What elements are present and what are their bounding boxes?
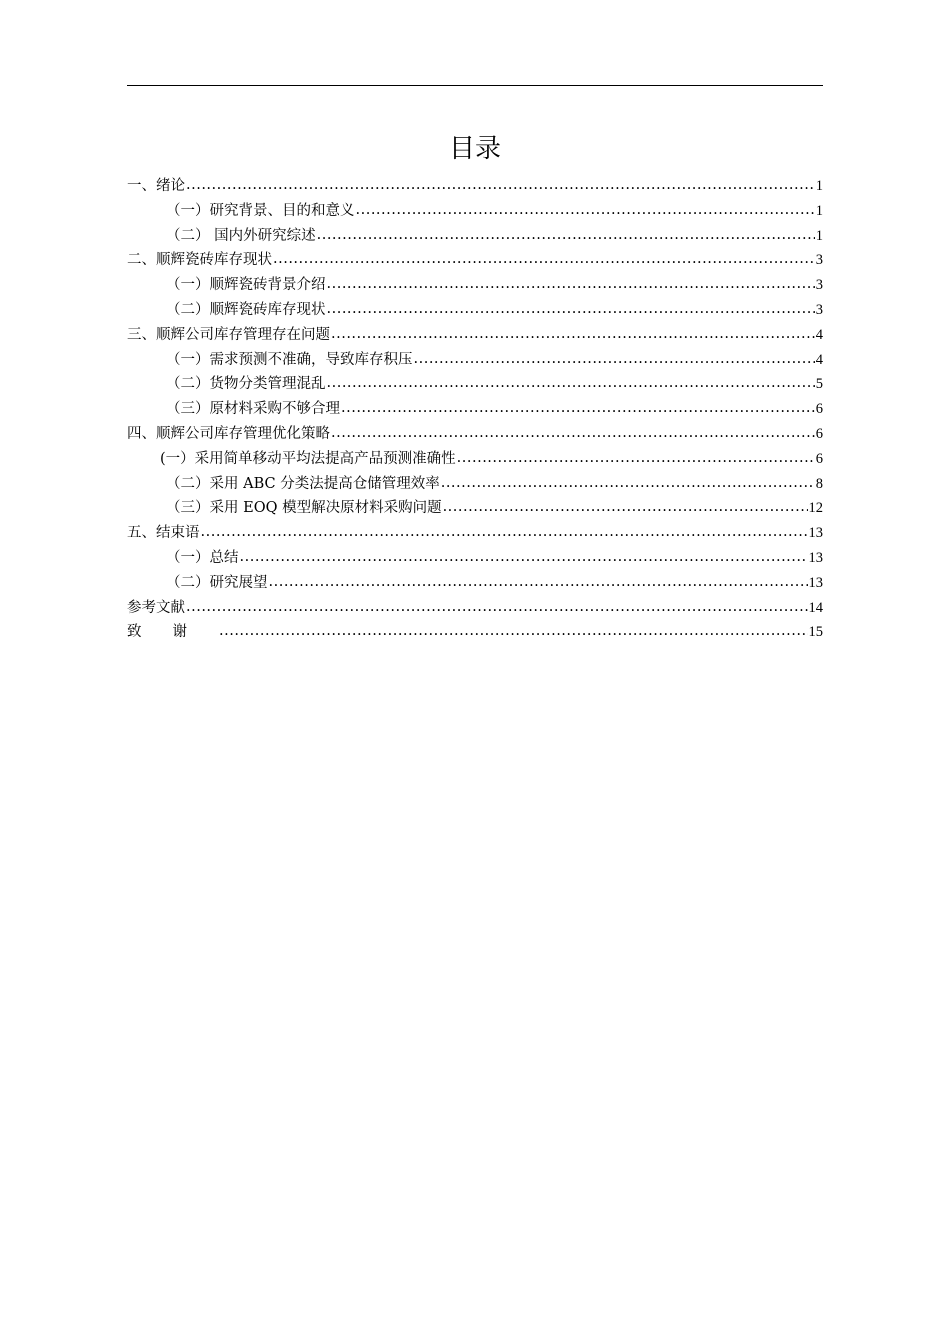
toc-entry-text: 三、顺辉公司库存管理存在问题 <box>127 326 330 343</box>
toc-page-number: 13 <box>808 549 823 566</box>
toc-page-number: 15 <box>808 624 823 641</box>
toc-dot-leader <box>457 446 815 471</box>
toc-entry-text: （一）总结 <box>166 549 239 566</box>
toc-entry-text: （一）需求预测不准确，导致库存积压 <box>166 351 413 368</box>
toc-entry[interactable] <box>127 596 823 621</box>
toc-entry[interactable] <box>127 273 823 298</box>
toc-entry[interactable] <box>127 620 823 645</box>
toc-dot-leader <box>186 173 815 198</box>
toc-page-number: 6 <box>815 425 823 442</box>
toc-page-number: 3 <box>815 252 823 269</box>
table-of-contents <box>127 174 823 645</box>
toc-page-number: 6 <box>815 450 823 467</box>
toc-entry-text: 一、绪论 <box>127 178 185 194</box>
toc-page-number: 14 <box>808 599 823 616</box>
toc-dot-leader <box>186 595 808 620</box>
toc-entry[interactable] <box>127 224 823 249</box>
toc-entry[interactable] <box>127 372 823 397</box>
toc-page-number: 8 <box>815 475 823 492</box>
toc-page-number: 1 <box>815 178 823 194</box>
toc-entry[interactable] <box>127 422 823 447</box>
toc-dot-leader <box>441 471 815 496</box>
toc-dot-leader <box>327 272 815 297</box>
toc-entry[interactable] <box>127 323 823 348</box>
toc-entry[interactable] <box>127 199 823 224</box>
toc-entry-text: （一）研究背景、目的和意义 <box>166 202 355 219</box>
toc-entry-text: （三）采用 EOQ 模型解决原材料采购问题 <box>166 500 442 517</box>
toc-entry-text: 四、顺辉公司库存管理优化策略 <box>127 425 330 442</box>
toc-entry-text: （二）顺辉瓷砖库存现状 <box>166 301 326 318</box>
toc-entry[interactable] <box>127 298 823 323</box>
header-rule <box>127 85 823 86</box>
toc-entry-text: 致谢 <box>127 624 218 641</box>
toc-page-number: 4 <box>815 326 823 343</box>
toc-page-number: 1 <box>815 202 823 219</box>
toc-page-number: 13 <box>808 525 823 542</box>
toc-entry[interactable] <box>127 496 823 521</box>
toc-entry-text: 二、顺辉瓷砖库存现状 <box>127 252 272 269</box>
toc-entry-text: （一）顺辉瓷砖背景介绍 <box>166 277 326 294</box>
toc-dot-leader <box>201 520 808 545</box>
toc-entry-text: （三）原材料采购不够合理 <box>166 401 340 418</box>
toc-entry[interactable] <box>127 348 823 373</box>
toc-entry-text: （二）采用 ABC 分类法提高仓储管理效率 <box>166 475 440 492</box>
toc-entry[interactable] <box>127 521 823 546</box>
toc-entry-text: （二） 国内外研究综述 <box>166 227 316 244</box>
toc-page-number: 5 <box>815 376 823 393</box>
toc-dot-leader <box>341 396 815 421</box>
toc-page-number: 13 <box>808 574 823 591</box>
toc-entry-text: 参考文献 <box>127 599 185 616</box>
toc-entry-text: （二）货物分类管理混乱 <box>166 376 326 393</box>
toc-dot-leader <box>331 322 815 347</box>
toc-dot-leader <box>356 198 815 223</box>
toc-entry-text: (一）采用简单移动平均法提高产品预测准确性 <box>160 450 456 467</box>
toc-page-number: 1 <box>815 227 823 244</box>
page-title: 目录 <box>448 134 501 164</box>
toc-dot-leader <box>443 495 808 520</box>
toc-dot-leader <box>414 347 815 372</box>
toc-entry[interactable] <box>127 472 823 497</box>
toc-entry[interactable] <box>127 447 823 472</box>
toc-page-number: 4 <box>815 351 823 368</box>
toc-page-number: 3 <box>815 301 823 318</box>
toc-dot-leader <box>317 223 815 248</box>
toc-entry[interactable] <box>127 174 823 199</box>
toc-page-number: 6 <box>815 401 823 418</box>
toc-dot-leader <box>273 247 815 272</box>
toc-dot-leader <box>327 297 815 322</box>
toc-entry[interactable] <box>127 571 823 596</box>
toc-entry[interactable] <box>127 546 823 571</box>
toc-page-number: 3 <box>815 277 823 294</box>
toc-dot-leader <box>219 619 808 644</box>
toc-dot-leader <box>327 371 815 396</box>
toc-entry-text: （二）研究展望 <box>166 574 268 591</box>
toc-dot-leader <box>331 421 815 446</box>
toc-page-number: 12 <box>808 500 823 517</box>
toc-entry[interactable] <box>127 397 823 422</box>
toc-dot-leader <box>269 570 808 595</box>
toc-dot-leader <box>240 545 808 570</box>
toc-entry-text: 五、结束语 <box>127 525 200 542</box>
toc-entry[interactable] <box>127 248 823 273</box>
